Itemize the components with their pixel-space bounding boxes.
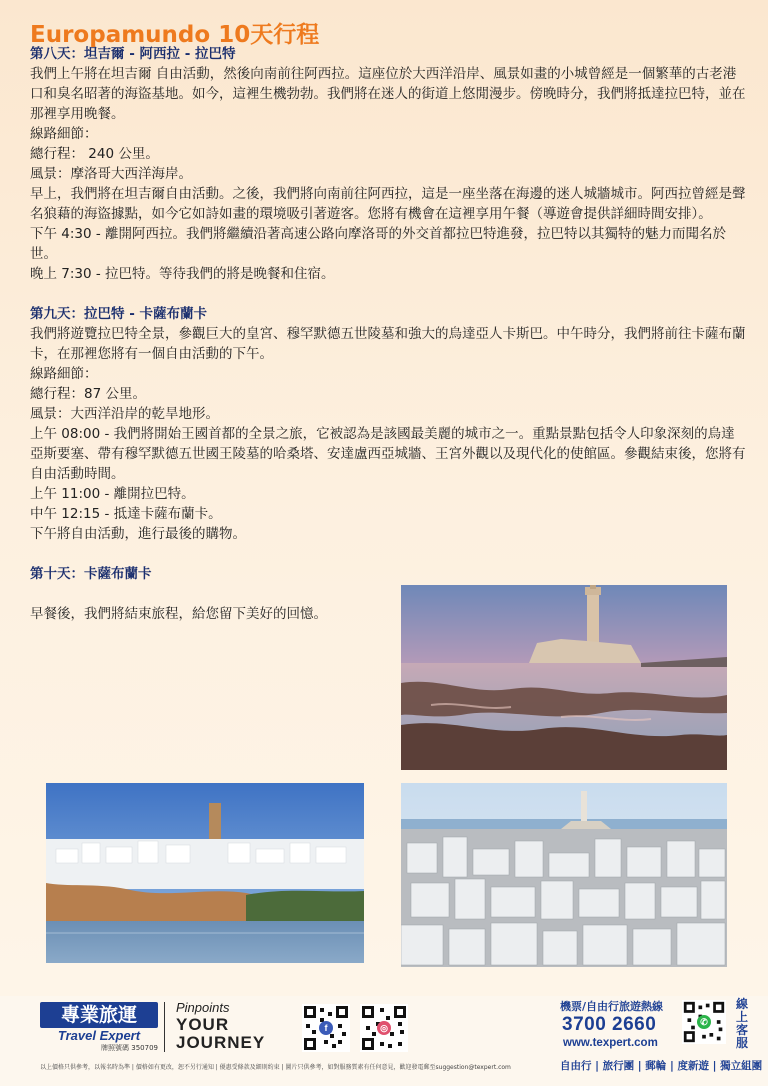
instagram-icon: ◎ [377,1021,391,1035]
footer-divider [164,1002,165,1052]
tagline-journey: JOURNEY [176,1033,266,1052]
day-8-distance: 總行程： 240 公里。 [30,146,159,162]
license-number: 牌照號碼 350709 [101,1044,158,1052]
itinerary [30,44,746,624]
logo-english: Travel Expert [57,1028,141,1043]
hotline-phone[interactable]: 3700 2660 [562,1014,657,1035]
whatsapp-icon: ✆ [697,1015,711,1029]
logo-chinese: 專業旅運 [40,1002,158,1028]
disclaimer: 以上價格只供參考，以報名時為準 | 價格如有更改，恕不另行通知 | 優惠受條款及細則約束 | 圖片只供參考，如對服務質素有任何意見，歡迎發電郵至suggestion@texpert.com [40,1064,511,1071]
day-10-text: 早餐後，我們將結束旅程，給您留下美好的回憶。 [30,606,327,622]
tagline-script: Pinpoints [176,1000,230,1015]
travel-expert-logo[interactable] [40,1002,158,1052]
website-link[interactable]: www.texpert.com [563,1037,658,1049]
day-9-intro: 我們將遊覽拉巴特全景，參觀巨大的皇宮、穆罕默德五世陵墓和強大的烏達亞人卡斯巴。中午時分，我們將前往卡薩布蘭卡，在那裡您將有一個自由活動的下午。 [30,326,746,362]
day-9-depart: 上午 11:00 - 離開拉巴特。 [30,486,195,502]
hotline-label: 機票/自由行旅遊熱線 [560,1000,664,1013]
tagline-your: YOUR [176,1015,230,1034]
day-8-morning: 早上，我們將在坦吉爾自由活動。之後，我們將向南前往阿西拉，這是一座坐落在海邊的迷人城牆城市。阿西拉曾經是聲名狼藉的海盜據點，如今它如詩如畫的環境吸引著遊客。您將有機會在這裡享用午餐（導遊會提供詳細時間安排）。 [30,186,746,222]
day-9-free: 下午將自由活動，進行最後的購物。 [30,526,246,542]
day-9-route-label: 線路細節： [30,366,98,382]
day-8-evening: 晚上 7:30 - 拉巴特。等待我們的將是晚餐和住宿。 [30,266,335,282]
page-title: Europamundo 10天行程 [30,22,320,48]
footer [0,996,768,1086]
day-9-morning: 上午 08:00 - 我們將開始王國首都的全景之旅，它被認為是該國最美麗的城市之一。重點景點包括令人印象深刻的烏達亞斯要塞、帶有穆罕默德五世國王陵墓的哈桑塔、安達盧西亞城牆、王宮外觀以及現代化的使館區。參觀結束後，您將有自由活動時間。 [30,426,746,482]
tagline [176,1000,296,1052]
casablanca-city-photo [401,783,727,967]
whatsapp-qr-code[interactable] [682,1000,726,1044]
day-8-heading: 第八天：坦吉爾 - 阿西拉 - 拉巴特 [30,46,236,62]
day-8-intro: 我們上午將在坦吉爾 自由活動，然後向南前往阿西拉。這座位於大西洋沿岸、風景如畫的小城曾經是一個繁華的古老港口和臭名昭著的海盜基地。如今，這裡生機勃勃。我們將在迷人的街道上悠閒漫步。傍晚時分，我們將抵達拉巴特，並在那裡享用晚餐。 [30,66,746,122]
rabat-kasbah-photo [46,783,364,963]
day-9-arrive: 中午 12:15 - 抵達卡薩布蘭卡。 [30,506,222,522]
day-9-distance: 總行程：87 公里。 [30,386,146,402]
day-8-afternoon: 下午 4:30 - 離開阿西拉。我們將繼續沿著高速公路向摩洛哥的外交首都拉巴特進發，拉巴特以其獨特的魅力而聞名於世。 [30,226,727,262]
online-customer-service[interactable]: 線上客服 [735,997,748,1050]
services-list: 自由行 | 旅行團 | 郵輪 | 度新遊 | 獨立組團 [560,1060,763,1072]
facebook-qr-code[interactable] [302,1004,350,1052]
mosque-sunset-photo [401,585,727,770]
day-10-heading: 第十天：卡薩布蘭卡 [30,566,152,582]
day-8-route-label: 線路細節： [30,126,98,142]
facebook-icon: f [319,1021,333,1035]
day-9-scenery: 風景：大西洋沿岸的乾旱地形。 [30,406,219,422]
day-8-scenery: 風景：摩洛哥大西洋海岸。 [30,166,192,182]
instagram-qr-code[interactable] [360,1004,408,1052]
day-9-heading: 第九天：拉巴特 - 卡薩布蘭卡 [30,306,208,322]
